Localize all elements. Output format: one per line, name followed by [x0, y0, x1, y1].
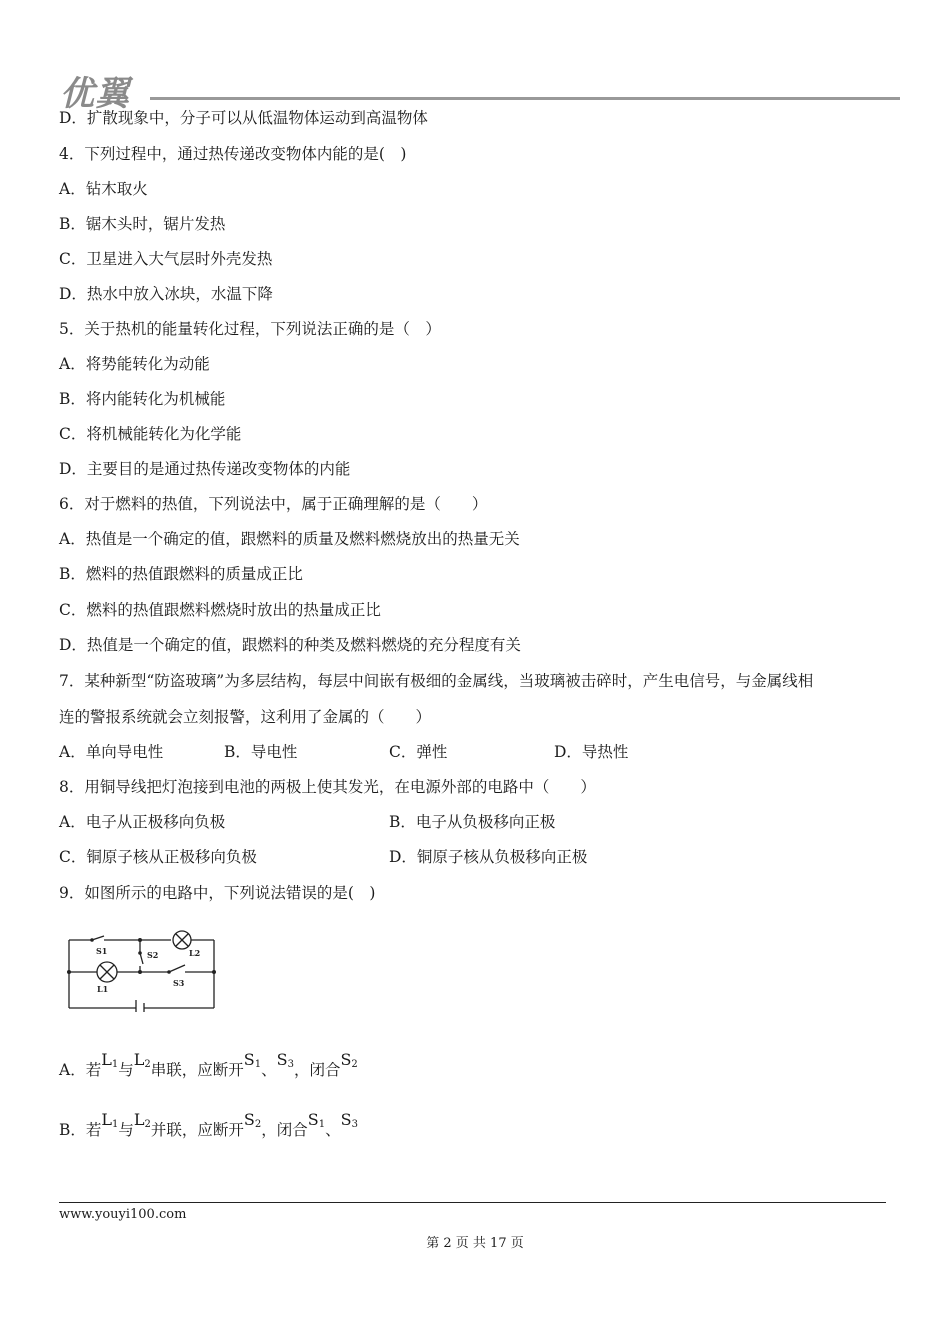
q4-option-c: C．卫星进入大气层时外壳发热 [59, 250, 273, 268]
label-s1: S1 [96, 946, 108, 956]
footer-rule [59, 1202, 886, 1203]
footer-url: www.youyi100.com [59, 1207, 187, 1222]
q6-stem: 6．对于燃料的热值，下列说法中，属于正确理解的是（ ） [59, 495, 488, 513]
q4-stem: 4．下列过程中，通过热传递改变物体内能的是( ) [59, 145, 407, 163]
label-l2: L2 [189, 948, 201, 958]
q6-option-a: A．热值是一个确定的值，跟燃料的质量及燃料燃烧放出的热量无关 [59, 530, 520, 548]
logo: 优翼 [60, 74, 130, 114]
circuit-diagram [66, 930, 226, 1012]
q7-option-c: C．弹性 [389, 743, 448, 761]
q5-option-b: B．将内能转化为机械能 [59, 390, 226, 408]
label-l1: L1 [97, 984, 109, 994]
q3-option-d: D．扩散现象中，分子可以从低温物体运动到高温物体 [59, 109, 428, 127]
q4-option-a: A．钻木取火 [59, 180, 148, 198]
q7-stem-line2: 连的警报系统就会立刻报警，这利用了金属的（ ） [59, 708, 432, 726]
q7-option-b: B．导电性 [224, 743, 298, 761]
q6-option-c: C．燃料的热值跟燃料燃烧时放出的热量成正比 [59, 601, 381, 619]
q8-option-d: D．铜原子核从负极移向正极 [389, 848, 588, 866]
q8-option-a: A．电子从正极移向负极 [59, 813, 226, 831]
q8-option-b: B．电子从负极移向正极 [389, 813, 556, 831]
label-s3: S3 [173, 978, 185, 988]
q6-option-d: D．热值是一个确定的值，跟燃料的种类及燃料燃烧的充分程度有关 [59, 636, 521, 654]
q9-option-a: A．若$L_1$与$L_2$串联，应断开$S_1$、$S_3$，闭合$S_2$ [59, 1050, 358, 1079]
q5-stem: 5．关于热机的能量转化过程，下列说法正确的是（ ） [59, 320, 441, 338]
label-s2: S2 [147, 950, 159, 960]
q7-stem-line1: 7．某种新型“防盗玻璃”为多层结构，每层中间嵌有极细的金属线，当玻璃被击碎时，产生电信号，与金属线相 [59, 672, 814, 690]
q5-option-d: D．主要目的是通过热传递改变物体的内能 [59, 460, 351, 478]
q8-stem: 8．用铜导线把灯泡接到电池的两极上使其发光，在电源外部的电路中（ ） [59, 778, 596, 796]
q4-option-d: D．热水中放入冰块，水温下降 [59, 285, 273, 303]
q4-option-b: B．锯木头时，锯片发热 [59, 215, 226, 233]
q9-option-b: B．若$L_1$与$L_2$并联，应断开$S_2$，闭合$S_1$、$S_3$ [59, 1110, 358, 1139]
q7-option-d: D．导热性 [554, 743, 629, 761]
q5-option-c: C．将机械能转化为化学能 [59, 425, 242, 443]
page-number: 第 2 页 共 17 页 [426, 1236, 524, 1251]
q7-option-a: A．单向导电性 [59, 743, 164, 761]
header-rule [150, 97, 900, 100]
q8-option-c: C．铜原子核从正极移向负极 [59, 848, 257, 866]
q5-option-a: A．将势能转化为动能 [59, 355, 210, 373]
q6-option-b: B．燃料的热值跟燃料的质量成正比 [59, 565, 303, 583]
q9-stem: 9．如图所示的电路中，下列说法错误的是( ) [59, 884, 376, 902]
